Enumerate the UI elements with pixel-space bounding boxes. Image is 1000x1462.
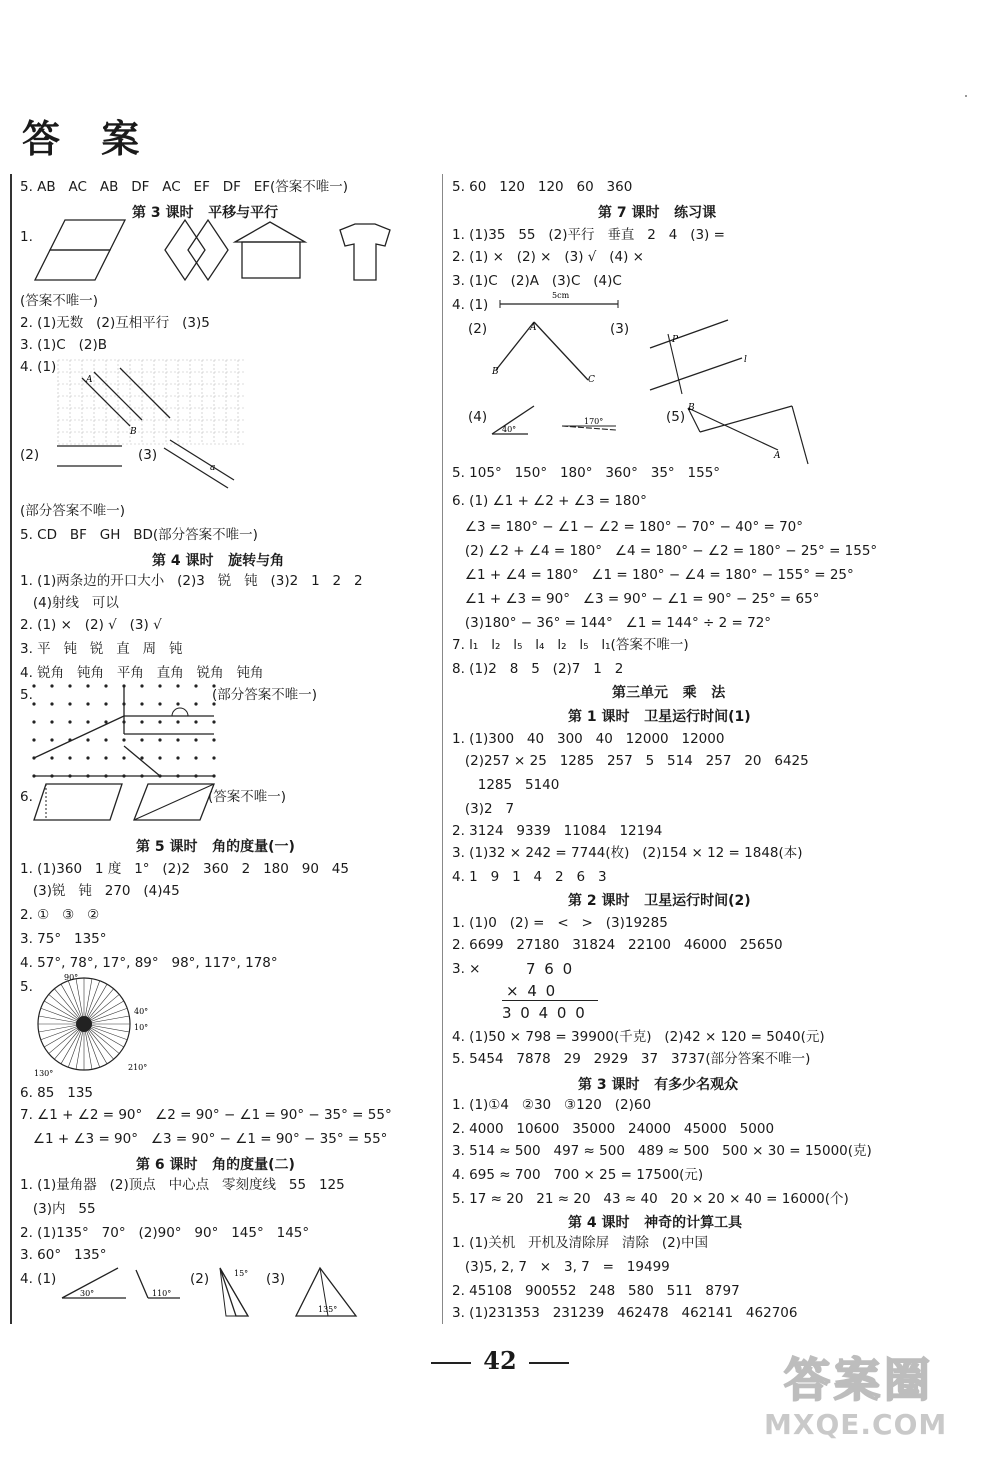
answer-line: (3) xyxy=(610,321,630,337)
grid-dot xyxy=(104,720,107,723)
answer-line: 5. AB AC AB DF AC EF DF EF(答案不唯一) xyxy=(20,179,349,195)
answer-line: (4)射线 可以 xyxy=(20,595,119,611)
answer-line: 5. 105° 150° 180° 360° 35° 155° xyxy=(452,465,721,481)
grid-dot xyxy=(104,774,107,777)
grid-dot xyxy=(68,720,71,723)
grid-dot xyxy=(194,774,197,777)
grid-dot xyxy=(104,684,107,687)
answer-line: 1. (1)35 55 (2)平行 垂直 2 4 (3) = xyxy=(452,227,725,243)
answer-line: 3. 514 ≈ 500 497 ≈ 500 489 ≈ 500 500 × 30 = 15000(克) xyxy=(452,1143,872,1159)
answer-line: (3) xyxy=(266,1271,286,1287)
grid-dot xyxy=(104,738,107,741)
answer-line: 2. ① ③ ② xyxy=(20,907,100,923)
perpendicular-parallel-figure xyxy=(632,314,752,398)
answer-line: ∠1 + ∠4 = 180° ∠1 = 180° − ∠4 = 180° − 155° = 25° xyxy=(452,567,854,583)
svg-text:110°: 110° xyxy=(152,1289,172,1298)
grid-dot xyxy=(194,720,197,723)
section-heading: 第 4 课时 神奇的计算工具 xyxy=(568,1215,743,1231)
grid-dot xyxy=(122,720,125,723)
svg-text:B: B xyxy=(688,403,695,413)
angle-40-figure xyxy=(488,404,618,440)
answer-line: 5. 60 120 120 60 360 xyxy=(452,179,633,195)
grid-dot xyxy=(140,774,143,777)
grid-dot xyxy=(68,684,71,687)
svg-text:135°: 135° xyxy=(318,1305,338,1314)
section-heading: 第 5 课时 角的度量(一) xyxy=(136,839,295,855)
grid-dot xyxy=(194,756,197,759)
answer-line: 1. (1)0 (2) = < > (3)19285 xyxy=(452,915,668,931)
answer-line: ∠1 + ∠3 = 90° ∠3 = 90° − ∠1 = 90° − 35° = 55° xyxy=(20,1131,388,1147)
section-heading: 第 1 课时 卫星运行时间(1) xyxy=(568,709,751,725)
angle-abc-figure xyxy=(492,318,612,388)
grid-dot xyxy=(176,702,179,705)
answer-line: (答案不唯一) xyxy=(20,293,99,309)
measured-angles-figure xyxy=(62,1264,422,1320)
svg-text:l: l xyxy=(744,355,747,365)
page-number-dash-right xyxy=(529,1362,569,1364)
page-number-text: 42 xyxy=(483,1346,517,1375)
answer-line: 1285 5140 xyxy=(452,777,560,793)
grid-dot xyxy=(122,756,125,759)
grid-dot xyxy=(32,738,35,741)
svg-text:5cm: 5cm xyxy=(552,291,570,300)
svg-text:130°: 130° xyxy=(34,1069,54,1078)
mul-multiplier: × 4 0 xyxy=(506,982,558,1000)
grid-dot xyxy=(158,684,161,687)
answer-line: (3)2 7 xyxy=(452,801,515,817)
grid-dot xyxy=(212,720,215,723)
svg-text:B: B xyxy=(130,427,137,437)
grid-dot xyxy=(140,720,143,723)
answer-line: 5. CD BF GH BD(部分答案不唯一) xyxy=(20,527,258,543)
mul-product: 3 0 4 0 0 xyxy=(502,1004,587,1022)
answer-line: 6. (1) ∠1 + ∠2 + ∠3 = 180° xyxy=(452,493,647,509)
grid-dot xyxy=(86,720,89,723)
grid-dot xyxy=(104,702,107,705)
answer-line: (5) xyxy=(666,409,686,425)
answer-line: 4. 57°, 78°, 17°, 89° 98°, 117°, 178° xyxy=(20,955,278,971)
grid-dot xyxy=(86,738,89,741)
answer-line: 6. 85 135 xyxy=(20,1085,93,1101)
grid-dot xyxy=(50,774,53,777)
grid-dot xyxy=(68,702,71,705)
section-heading: 第 4 课时 旋转与角 xyxy=(152,553,285,569)
grid-dot xyxy=(32,756,35,759)
angle-circle-figure xyxy=(34,972,184,1076)
answer-line: (4) xyxy=(468,409,488,425)
grid-dot xyxy=(122,702,125,705)
grid-dot xyxy=(176,756,179,759)
grid-dot xyxy=(176,774,179,777)
answer-line: (2) xyxy=(20,447,40,463)
answer-line: 2. 3124 9339 11084 12194 xyxy=(452,823,663,839)
answer-line: 2. (1) × (2) √ (3) √ xyxy=(20,617,162,633)
section-heading: 第 3 课时 平移与平行 xyxy=(132,205,279,221)
grid-dot xyxy=(140,756,143,759)
answer-line: 3. (1)C (2)A (3)C (4)C xyxy=(452,273,622,289)
grid-dot xyxy=(122,738,125,741)
mul-rule xyxy=(502,1000,598,1001)
answer-line: 8. (1)2 8 5 (2)7 1 2 xyxy=(452,661,624,677)
answer-line: 3. 75° 135° xyxy=(20,931,107,947)
answer-line: (3)5, 2, 7 × 3, 7 = 19499 xyxy=(452,1259,670,1275)
svg-text:90°: 90° xyxy=(64,973,79,982)
grid-dot xyxy=(104,756,107,759)
svg-text:B: B xyxy=(492,367,499,377)
grid-dot xyxy=(122,774,125,777)
answer-line: 4. 695 ≈ 700 700 × 25 = 17500(元) xyxy=(452,1167,704,1183)
grid-dot xyxy=(50,738,53,741)
grid-dot xyxy=(32,774,35,777)
answer-line: 3. 平 钝 锐 直 周 钝 xyxy=(20,641,183,657)
slanted-parallel-figure xyxy=(162,442,242,497)
scan-speck xyxy=(965,95,967,97)
answer-line: 4. (1)50 × 798 = 39900(千克) (2)42 × 120 = 5040(元) xyxy=(452,1029,825,1045)
grid-dot xyxy=(140,684,143,687)
translation-figures xyxy=(30,220,410,288)
answer-line: 5. xyxy=(20,979,33,995)
section-heading: 第 6 课时 角的度量(二) xyxy=(136,1157,295,1173)
grid-dot xyxy=(50,756,53,759)
answer-line: 6. xyxy=(20,789,33,805)
page-number-dash-left xyxy=(431,1362,471,1364)
grid-dot xyxy=(158,756,161,759)
answer-line: 2. (1)135° 70° (2)90° 90° 145° 145° xyxy=(20,1225,310,1241)
watermark xyxy=(754,1344,974,1454)
answer-line: (3)内 55 xyxy=(20,1201,96,1217)
grid-dot xyxy=(86,774,89,777)
segment-5cm-figure xyxy=(498,290,628,312)
answer-line: 4. 锐角 钝角 平角 直角 锐角 钝角 xyxy=(20,665,264,681)
answer-line: 4. (1) xyxy=(20,359,57,375)
unit-heading: 第三单元 乘 法 xyxy=(612,685,726,701)
grid-dot xyxy=(140,738,143,741)
grid-dot xyxy=(158,774,161,777)
answer-line: (2) ∠2 + ∠4 = 180° ∠4 = 180° − ∠2 = 180° − 25° = 155° xyxy=(452,543,878,559)
grid-dot xyxy=(68,738,71,741)
answer-line: 7. l₁ l₂ l₅ l₄ l₂ l₅ l₁(答案不唯一) xyxy=(452,637,689,653)
column-divider xyxy=(442,174,443,1324)
svg-text:210°: 210° xyxy=(128,1063,148,1072)
grid-dot xyxy=(212,774,215,777)
answer-line: 3. (1)32 × 242 = 7744(枚) (2)154 × 12 = 1848(本) xyxy=(452,845,803,861)
svg-text:10°: 10° xyxy=(134,1023,149,1032)
grid-dot xyxy=(176,684,179,687)
answer-line: (部分答案不唯一) xyxy=(212,687,318,703)
answer-line: 3. 60° 135° xyxy=(20,1247,107,1263)
grid-dot xyxy=(50,720,53,723)
svg-text:C: C xyxy=(588,375,595,385)
grid-dot xyxy=(158,720,161,723)
grid-dot xyxy=(32,702,35,705)
grid-dot xyxy=(194,684,197,687)
answer-line: (答案不唯一) xyxy=(208,789,287,805)
grid-dot xyxy=(86,756,89,759)
svg-text:P: P xyxy=(672,335,679,345)
answer-line: (3)锐 钝 270 (4)45 xyxy=(20,883,180,899)
svg-text:15°: 15° xyxy=(234,1269,249,1278)
svg-text:a: a xyxy=(210,463,216,473)
grid-dot xyxy=(32,684,35,687)
svg-text:170°: 170° xyxy=(584,417,604,426)
answer-line: (2) xyxy=(468,321,488,337)
grid-dot xyxy=(50,684,53,687)
svg-text:30°: 30° xyxy=(80,1289,95,1298)
answer-line: 1. (1)量角器 (2)顶点 中心点 零刻度线 55 125 xyxy=(20,1177,345,1193)
watermark-logo-text: 答案圈 xyxy=(784,1353,934,1407)
grid-dot xyxy=(32,720,35,723)
mul-multiplicand: 7 6 0 xyxy=(526,960,575,978)
grid-dot xyxy=(176,720,179,723)
answer-line: 4. 1 9 1 4 2 6 3 xyxy=(452,869,607,885)
answer-line: ∠1 + ∠3 = 90° ∠3 = 90° − ∠1 = 90° − 25° = 65° xyxy=(452,591,820,607)
grid-dot xyxy=(212,756,215,759)
section-heading: 第 7 课时 练习课 xyxy=(598,205,717,221)
parallelogram-figures xyxy=(30,780,220,826)
answer-line: (3) xyxy=(138,447,158,463)
left-column xyxy=(10,174,440,1324)
svg-text:A: A xyxy=(530,323,537,333)
answer-line: (2)257 × 25 1285 257 5 514 257 20 6425 xyxy=(452,753,809,769)
svg-text:A: A xyxy=(86,375,93,385)
dot-grid-angles-figure xyxy=(30,686,220,778)
answer-line: 1. (1)360 1 度 1° (2)2 360 2 180 90 45 xyxy=(20,861,349,877)
answer-line: 5. 5454 7878 29 2929 37 3737(部分答案不唯一) xyxy=(452,1051,811,1067)
answer-line: 5. 17 ≈ 20 21 ≈ 20 43 ≈ 40 20 × 20 × 40 = 16000(个) xyxy=(452,1191,849,1207)
answer-line: (部分答案不唯一) xyxy=(20,503,126,519)
right-column xyxy=(452,174,992,1324)
svg-text:40°: 40° xyxy=(134,1007,149,1016)
grid-dot xyxy=(122,684,125,687)
answer-line: 4. (1) xyxy=(452,297,489,313)
grid-dot xyxy=(176,738,179,741)
answer-line: 2. (1) × (2) × (3) √ (4) × xyxy=(452,249,644,265)
answer-line: 2. 4000 10600 35000 24000 45000 5000 xyxy=(452,1121,775,1137)
answer-line: 1. (1)两条边的开口大小 (2)3 锐 钝 (3)2 1 2 2 xyxy=(20,573,363,589)
watermark-url: MXQE.COM xyxy=(764,1408,948,1441)
svg-text:40°: 40° xyxy=(502,425,517,434)
page-title: 答 案 xyxy=(22,116,154,161)
grid-dot xyxy=(140,702,143,705)
grid-dot xyxy=(68,756,71,759)
answer-line: 4. (1) xyxy=(20,1271,57,1287)
grid-dot xyxy=(158,738,161,741)
answer-line: ∠3 = 180° − ∠1 − ∠2 = 180° − 70° − 40° = 70° xyxy=(452,519,804,535)
section-heading: 第 2 课时 卫星运行时间(2) xyxy=(568,893,751,909)
grid-dot xyxy=(50,702,53,705)
answer-line: 2. 6699 27180 31824 22100 46000 25650 xyxy=(452,937,783,953)
angle-ab-figure xyxy=(686,402,816,468)
grid-dot xyxy=(68,774,71,777)
answer-line: 3. (1)C (2)B xyxy=(20,337,107,353)
grid-dot xyxy=(158,702,161,705)
grid-dot xyxy=(212,738,215,741)
grid-dot xyxy=(194,702,197,705)
answer-line: 2. 45108 900552 248 580 511 8797 xyxy=(452,1283,740,1299)
grid-dot xyxy=(86,684,89,687)
answer-line: 1. (1)300 40 300 40 12000 12000 xyxy=(452,731,725,747)
answer-line: 1. xyxy=(20,229,33,245)
grid-parallel-figure xyxy=(58,360,248,450)
answer-line: (2) xyxy=(190,1271,210,1287)
answer-line: 2. (1)无数 (2)互相平行 (3)5 xyxy=(20,315,210,331)
answer-line: 3. × xyxy=(452,961,481,977)
answer-line: 5. xyxy=(20,687,33,703)
grid-dot xyxy=(86,702,89,705)
grid-dot xyxy=(194,738,197,741)
svg-text:A: A xyxy=(774,451,781,461)
answer-line: 1. (1)关机 开机及清除屏 清除 (2)中国 xyxy=(452,1235,709,1251)
answer-line: (3)180° − 36° = 144° ∠1 = 144° ÷ 2 = 72° xyxy=(452,615,772,631)
section-heading: 第 3 课时 有多少名观众 xyxy=(578,1077,739,1093)
answer-line: 3. (1)231353 231239 462478 462141 462706 xyxy=(452,1305,798,1321)
answer-line: 1. (1)①4 ②30 ③120 (2)60 xyxy=(452,1097,652,1113)
answer-line: 7. ∠1 + ∠2 = 90° ∠2 = 90° − ∠1 = 90° − 35° = 55° xyxy=(20,1107,392,1123)
parallel-lines-figure xyxy=(52,442,132,472)
